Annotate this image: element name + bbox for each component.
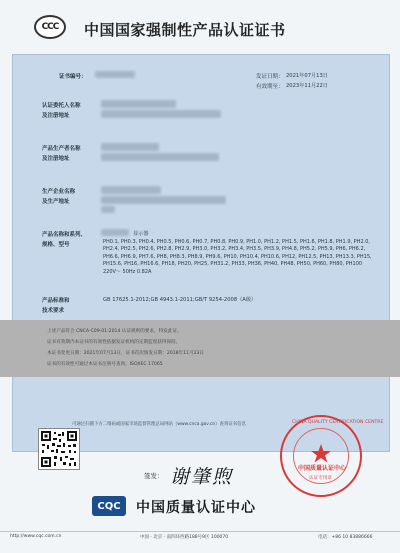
ccc-logo: CCC bbox=[34, 15, 66, 39]
cqc-logo: CQC bbox=[92, 496, 126, 516]
official-seal bbox=[280, 415, 384, 497]
signature-label: 签发： bbox=[144, 472, 164, 480]
note-line-3: 本证书变更日期：2021年07月13日，证书首次颁发日期：2018年11月23日 bbox=[47, 351, 205, 356]
product-label: 产品名称和系列、 bbox=[42, 232, 87, 238]
factory-name-redacted bbox=[101, 186, 161, 194]
applicant-label: 认证委托人名称 bbox=[42, 103, 81, 109]
valid-until-label: 有效期至： bbox=[256, 84, 284, 90]
applicant-address-redacted bbox=[101, 110, 221, 118]
manufacturer-address-label: 及注册地址 bbox=[42, 156, 70, 162]
applicant-name-redacted bbox=[101, 100, 176, 108]
manufacturer-name-redacted bbox=[101, 143, 159, 151]
qr-code[interactable] bbox=[38, 428, 80, 470]
seal-sub-text: 认证专用章 bbox=[309, 476, 332, 481]
manufacturer-address-redacted bbox=[101, 153, 219, 161]
model-list: PH0.1, PH0.3, PH0.4, PH0.5, PH0.6, PH0.7, PH0.8, PH0.9, PH1.0, PH1.2, PH1.5, PH1.6, PH1.8, PH1.9, PH2.0, PH2.4, PH2.5, PH2.6, PH2.8, PH2.9, PH3.0, PH3.2, PH3.4, PH3.5, PH3.9, PH4.8, PH5.2, PH5.9, PH6, PH6.2, PH6.6, PH6.9, PH7.6, PH8, PH8.3, PH8.9, PH9.6, PH10, PH10.4, PH10.6, PH12, PH12.5, PH13, PH13.3, PH15, PH15.6, PH16, PH16.6, PH18, PH20, PH25, PH31.2, PH33, PH36, PH40, PH48, PH50, PH60, PH80, PH100 220V～ 50Hz 0.82A bbox=[103, 239, 372, 275]
cert-number-redacted bbox=[95, 71, 135, 78]
note-line-4: 证书的有效性可通过本证书注册号查询。ISO/IEC 17065 bbox=[47, 362, 163, 367]
spec-label: 规格、型号 bbox=[42, 242, 70, 248]
product-name: 显示器 bbox=[133, 231, 149, 237]
seal-org-text: 中国质量认证中心 bbox=[298, 465, 347, 472]
organization-name: 中国质量认证中心 bbox=[136, 500, 256, 516]
factory-label: 生产企业名称 bbox=[42, 189, 76, 195]
factory-address-label: 及生产地址 bbox=[42, 199, 70, 205]
note-line-2: 证书有效期内本证书的有效性依据发证机构的定期监督获得保持。 bbox=[47, 340, 181, 345]
footer-website[interactable]: http://www.cqc.com.cn bbox=[10, 534, 62, 539]
standards-text: GB 17625.1-2012;GB 4943.1-2011;GB/T 9254-2008（A级） bbox=[103, 297, 257, 303]
cert-number-label: 证书编号： bbox=[59, 74, 87, 80]
factory-extra-redacted bbox=[101, 206, 115, 213]
manufacturer-label: 产品生产者名称 bbox=[42, 146, 81, 152]
valid-until-date: 2023年11月22日 bbox=[286, 83, 328, 89]
note-line-1: 上述产品符合 CNCA-C09-01:2014 认证规则的要求，特发此证。 bbox=[47, 329, 182, 334]
electrical-rating: 220V～ 50Hz 0.82A bbox=[103, 268, 152, 275]
certificate-title: 中国国家强制性产品认证证书 bbox=[84, 21, 286, 39]
applicant-address-label: 及注册地址 bbox=[42, 113, 70, 119]
footer-address: 中国 · 北京 · 南四环西路188号9区 100070 bbox=[140, 535, 229, 540]
factory-address-redacted bbox=[101, 196, 226, 204]
verification-text: 可通过扫描下方二维码或国家市场监督管理总局网站（www.cnca.gov.cn）查询证书信息 bbox=[72, 422, 246, 427]
issue-date-label: 发证日期： bbox=[256, 74, 284, 80]
handwritten-signature: 谢肇煦 bbox=[170, 466, 234, 488]
standard-label: 产品标准和 bbox=[42, 298, 70, 304]
seal-ring-text: CHINA QUALITY CERTIFICATION CENTRE bbox=[292, 420, 384, 425]
footer-phone: 电话：+86 10 83886666 bbox=[318, 535, 373, 540]
tech-req-label: 技术要求 bbox=[42, 308, 65, 314]
issue-date: 2021年07月13日 bbox=[286, 73, 328, 79]
product-brand-redacted bbox=[101, 229, 129, 236]
